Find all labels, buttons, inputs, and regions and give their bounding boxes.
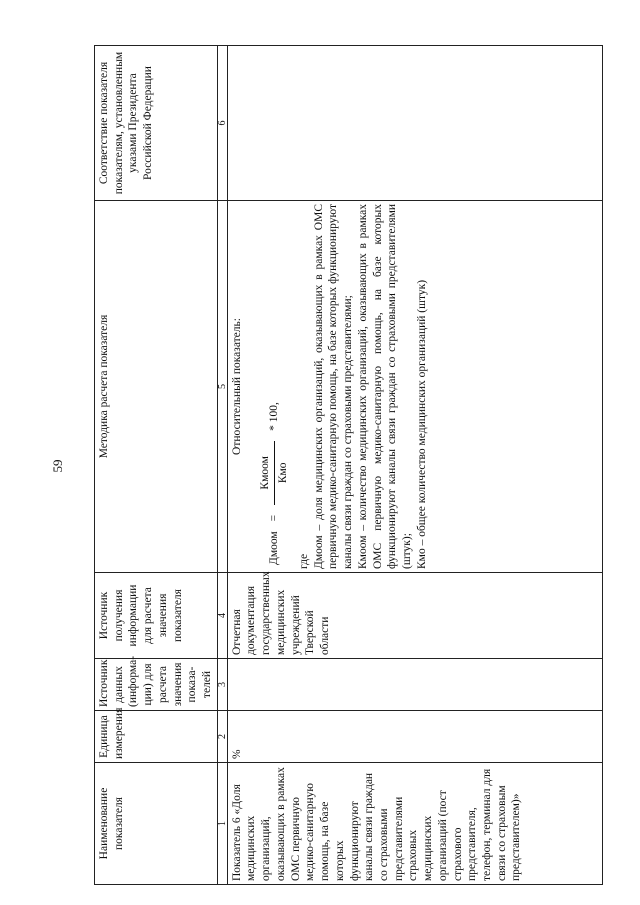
indicator-name-cell: Показатель 6 «Доля медицинских организаций, оказывающих в рамках ОМС первичную медико-санитарную помощь, на базе которых функционируют каналы связи граждан со страховыми представителями страховых медицинских организаций (пост страхового представителя, телефон, терминал для связи со страховым представителем)» [227, 763, 602, 885]
table-header-row [95, 46, 218, 885]
formula [258, 204, 290, 565]
unit-cell: % [227, 711, 602, 763]
header-indicator-name: Наименование показателя [95, 763, 218, 885]
method-intro: Относительный показатель: [230, 318, 243, 455]
method-definition-3: Кмо – общее количество медицинских организаций (штук) [415, 279, 428, 569]
page-number: 59 [50, 459, 65, 473]
header-method: Методика расчета показателя [95, 201, 218, 573]
table-row [227, 46, 602, 885]
header-info-source: Источник получения информации для расчета значения показателя [95, 573, 218, 659]
header-unit: Единица измерения [95, 711, 218, 763]
formula-fraction [258, 441, 290, 505]
formula-numerator: Кмоом [259, 456, 272, 490]
method-where: где [297, 553, 310, 569]
column-number: 1 [217, 763, 227, 885]
formula-rhs: * 100, [268, 402, 281, 431]
formula-lhs: Дмоом [268, 531, 281, 565]
header-compliance: Соответствие показателя показателям, установленным указами Президента Российской Федерации [95, 46, 218, 201]
column-number: 4 [217, 573, 227, 659]
column-number: 5 [217, 201, 227, 573]
indicator-table [94, 45, 603, 885]
column-number: 2 [217, 711, 227, 763]
column-number-row [217, 46, 227, 885]
header-data-source: Источник данных (информа-ции) для расчета значения показа-телей [95, 659, 218, 711]
rotated-table-container [94, 45, 592, 885]
compliance-cell [227, 46, 602, 201]
formula-denominator: Кмо [277, 462, 290, 484]
formula-equals: = [268, 514, 281, 522]
method-cell [227, 201, 602, 573]
column-number: 6 [217, 46, 227, 201]
method-definition-1: Дмоом – доля медицинских организаций, оказывающих в рамках ОМС первичную медико-санитарную помощь, на базе которых функционируют каналы связи граждан со страховыми представителями; [312, 204, 355, 569]
data-source-cell [227, 659, 602, 711]
method-definition-2: Кмоом – количество медицинских организаций, оказывающих в рамках ОМС первичную медико-санитарную помощь, на базе которых функционируют каналы связи граждан со страховыми представителями (штук); [356, 204, 413, 569]
column-number: 3 [217, 659, 227, 711]
info-source-cell: Отчетная документация государственных медицинских учреждений Тверской области [227, 573, 602, 659]
